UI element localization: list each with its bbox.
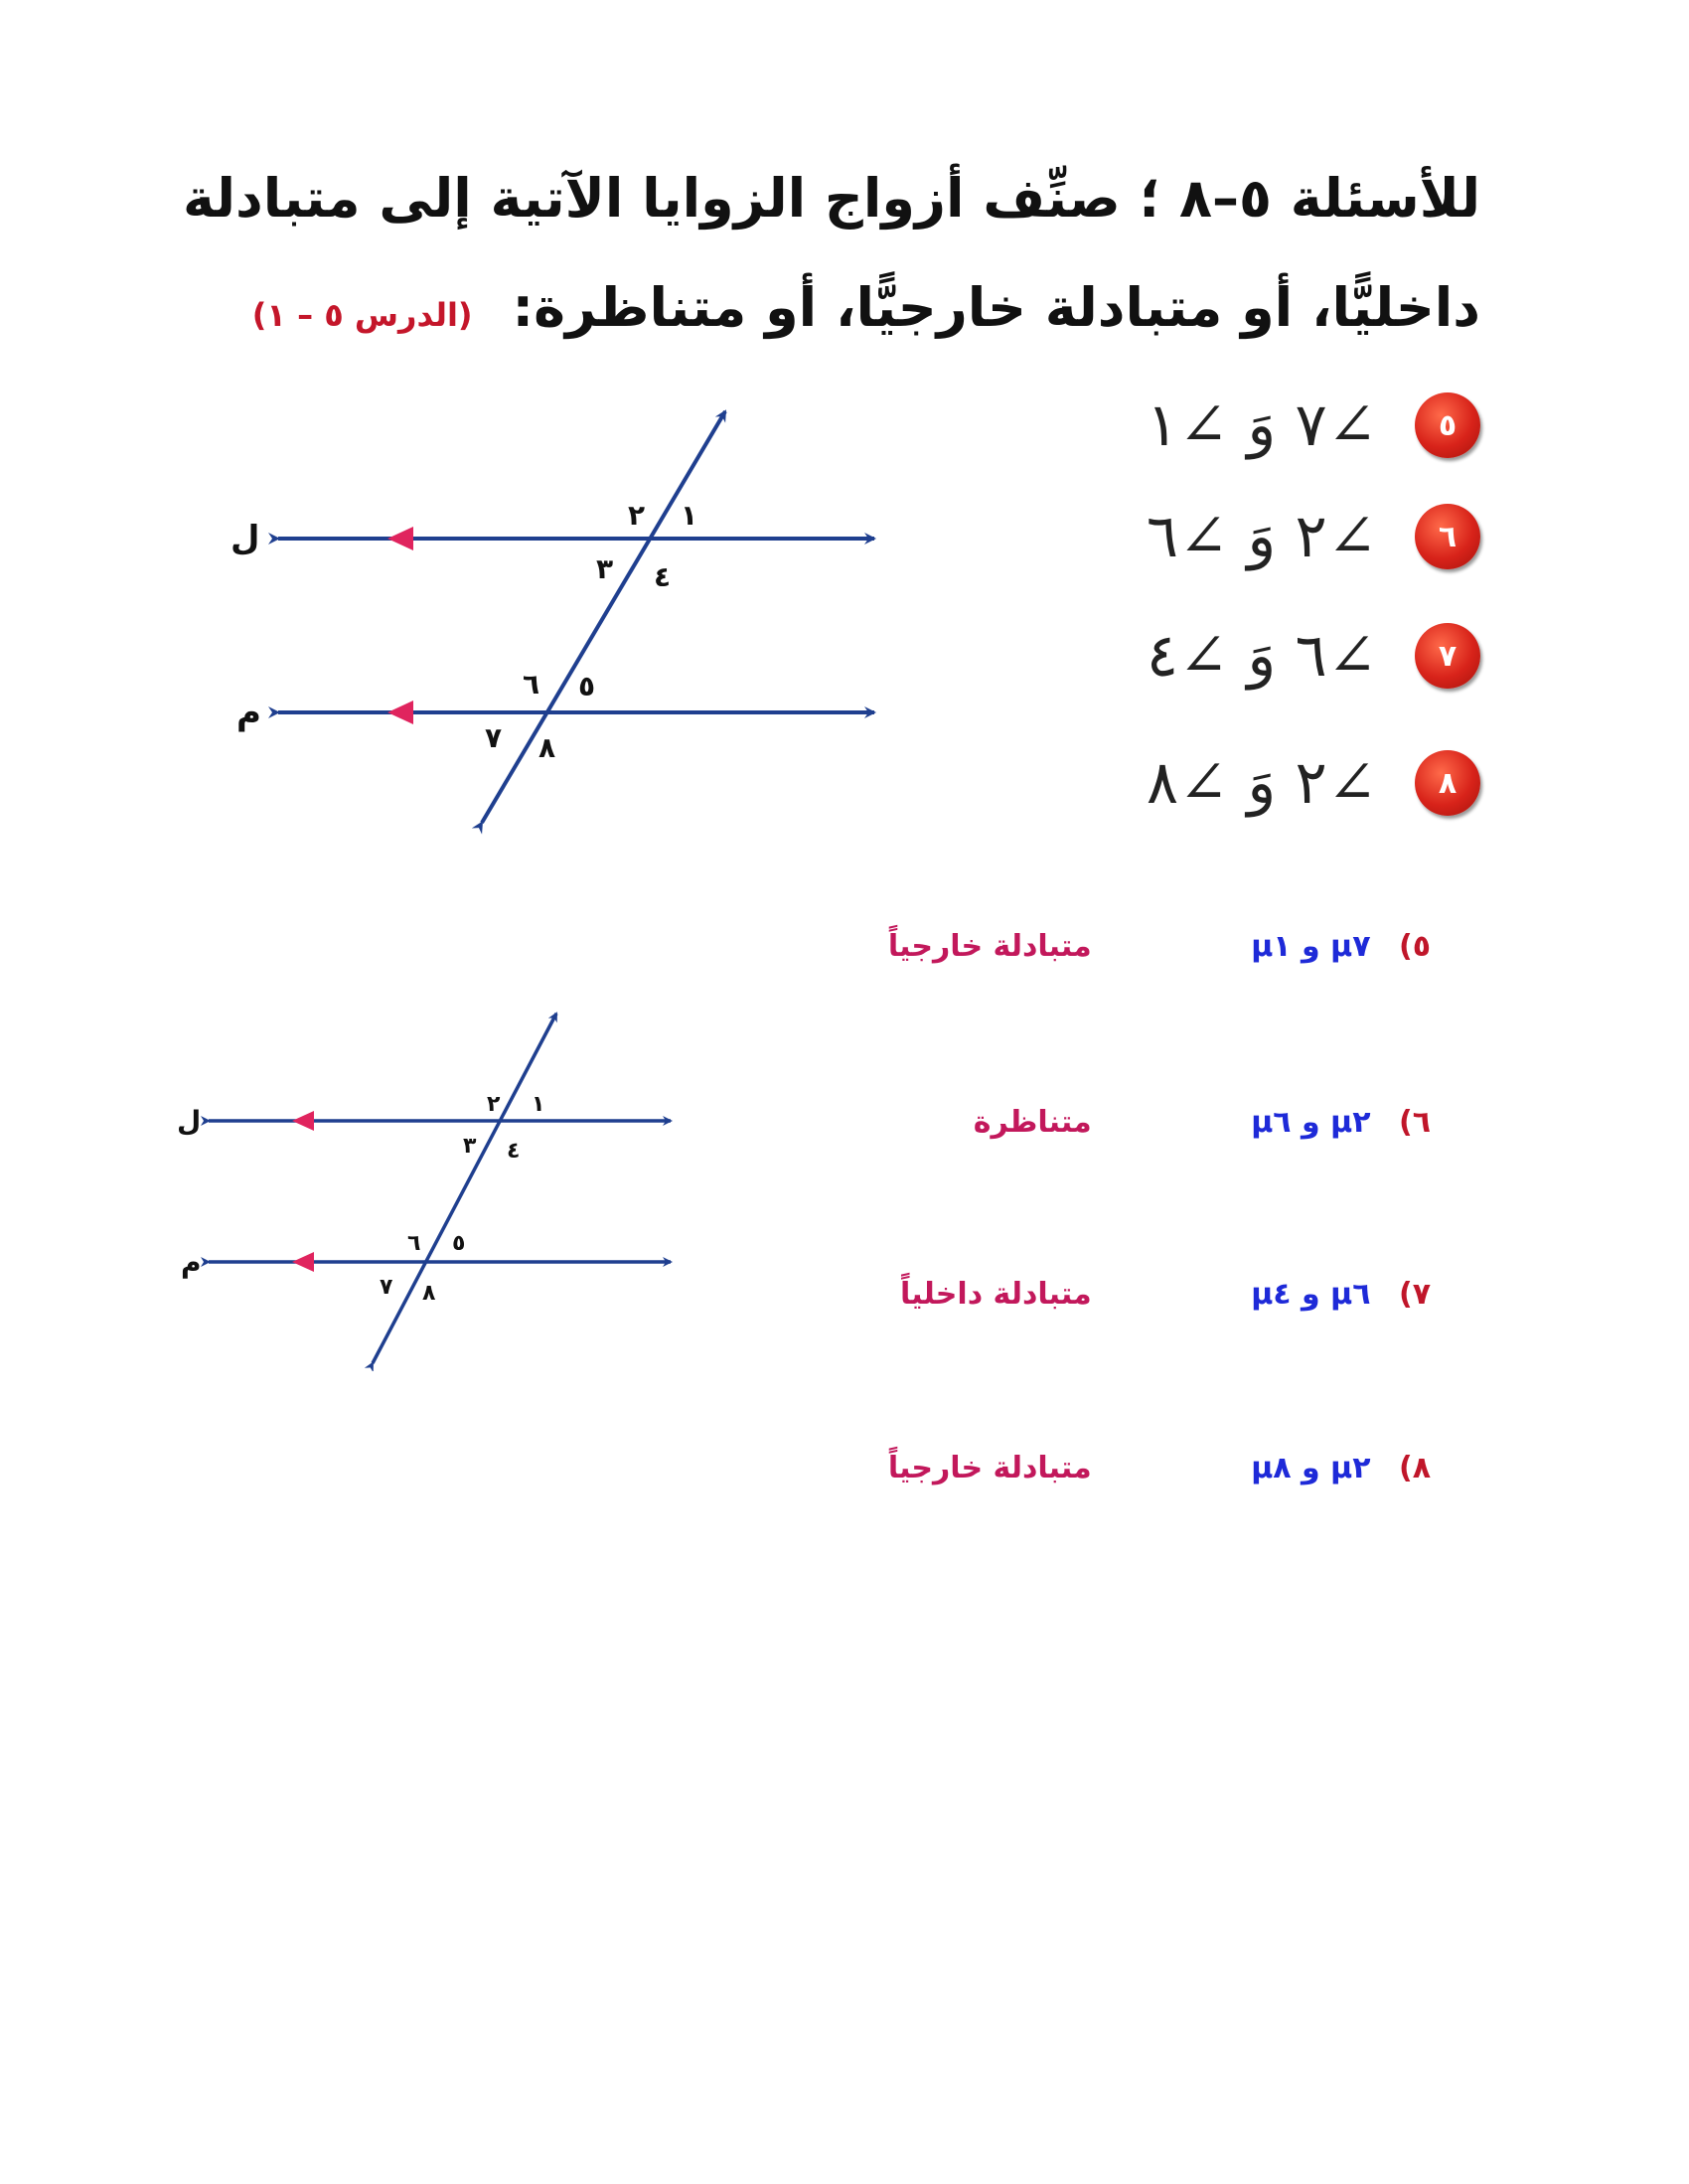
angle-label-3: ٣ [463,1134,477,1159]
answer-row [900,1277,1431,1312]
angle-label-5: ٥ [578,670,596,702]
answer-classification: متبادلة خارجياً [887,1451,1092,1485]
answer-number: ٨) [1398,1451,1431,1485]
angle-label-1: ١ [681,499,698,532]
angle-label-4: ٤ [654,560,672,593]
angle-pair: ∠٢ وَ ∠٦ [1146,502,1377,571]
angle-label-3: ٣ [596,552,614,585]
question-item [1147,386,1480,465]
angle-label-8: ٨ [422,1281,436,1306]
question-number-badge: ٥ [1415,392,1480,458]
angle-pair: ∠٦ وَ ∠٤ [1146,621,1377,691]
angle-label-2: ٢ [628,499,646,532]
lesson-reference: (الدرس ٥ – ١) [251,296,473,334]
angle-label-6: ٦ [407,1231,421,1256]
answer-angle-pair: µ٢ و µ٨ [1251,1451,1371,1485]
question-heading-line1: للأسئلة ٥–٨ ؛ صنِّف أزواج الزوايا الآتية إلى متبادلة [182,167,1480,230]
heading-line2-text: داخليًّا، أو متبادلة خارجيًّا، أو متناظرة: [512,276,1480,339]
parallel-marker [292,1252,314,1272]
angle-label-7: ٧ [485,721,503,754]
answer-number: ٧) [1398,1277,1431,1312]
label-line-l: ل [177,1105,202,1138]
answer-row [974,1105,1431,1140]
answer-angle-pair: µ٦ و µ٤ [1251,1277,1371,1312]
angle-label-7: ٧ [380,1275,393,1300]
parallel-marker [387,701,413,724]
question-number-badge: ٧ [1415,623,1480,689]
label-line-m: م [236,693,261,732]
label-line-l: ل [230,519,260,558]
angle-pair: ∠٧ وَ ∠١ [1146,390,1377,460]
angle-label-8: ٨ [538,731,556,764]
answer-classification: متناظرة [973,1105,1092,1140]
question-item [1147,616,1480,696]
transversal [373,1014,556,1363]
angle-label-6: ٦ [523,668,540,701]
question-heading-line2 [252,276,1480,339]
question-item [1147,497,1480,576]
angle-label-4: ٤ [507,1139,521,1164]
question-number-badge: ٨ [1415,750,1480,816]
angle-label-2: ٢ [487,1092,501,1117]
angle-label-1: ١ [532,1092,545,1117]
answer-angle-pair: µ٧ و µ١ [1251,929,1371,964]
angle-pair: ∠٢ وَ ∠٨ [1146,748,1377,818]
answer-angle-pair: µ٢ و µ٦ [1251,1105,1371,1140]
question-number-badge: ٦ [1415,504,1480,569]
parallel-marker [292,1111,314,1131]
transversal [482,411,725,823]
parallel-lines-diagram-top [219,397,894,855]
answer-row [888,1451,1431,1485]
answer-classification: متبادلة داخلياً [900,1277,1092,1312]
angle-label-5: ٥ [452,1231,466,1256]
parallel-marker [387,527,413,550]
parallel-lines-diagram-bottom [169,994,686,1371]
answer-number: ٦) [1398,1105,1431,1140]
question-item [1147,743,1480,823]
answer-row [888,929,1431,964]
label-line-m: م [181,1246,202,1279]
answer-classification: متبادلة خارجياً [887,929,1092,964]
answer-number: ٥) [1398,929,1431,964]
